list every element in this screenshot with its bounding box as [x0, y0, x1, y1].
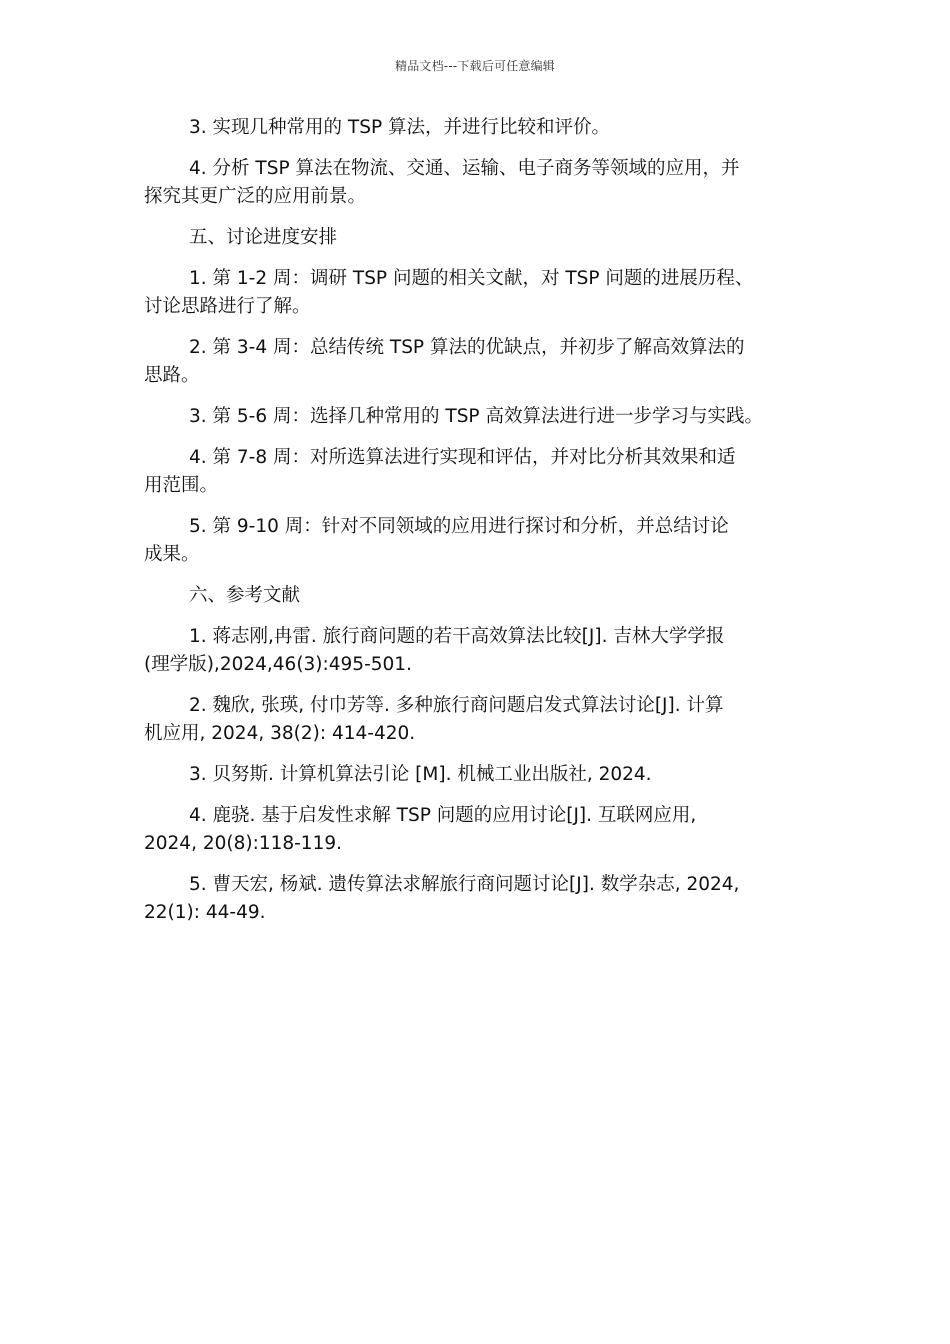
text-line: 2. 第 3-4 周：总结传统 TSP 算法的优缺点，并初步了解高效算法的 — [189, 337, 745, 358]
text-line: 5. 第 9-10 周：针对不同领域的应用进行探讨和分析，并总结讨论 — [189, 516, 729, 537]
schedule-item-3 — [144, 403, 816, 431]
reference-item-3 — [144, 761, 816, 789]
text-line: 1. 蒋志刚,冉雷. 旅行商问题的若干高效算法比较[J]. 吉林大学学报 — [189, 626, 725, 647]
text-line: 3. 实现几种常用的 TSP 算法，并进行比较和评价。 — [189, 117, 610, 138]
text-line: 2. 魏欣, 张瑛, 付巾芳等. 多种旅行商问题启发式算法讨论[J]. 计算 — [189, 695, 724, 716]
text-line: 用范围。 — [144, 475, 219, 496]
text-line: 3. 贝努斯. 计算机算法引论 [M]. 机械工业出版社, 2024. — [189, 764, 652, 785]
section-heading-schedule — [144, 224, 816, 252]
text-line: 五、讨论进度安排 — [189, 227, 338, 248]
text-line: 1. 第 1-2 周：调研 TSP 问题的相关文献，对 TSP 问题的进展历程、 — [189, 268, 754, 289]
text-line: 探究其更广泛的应用前景。 — [144, 186, 367, 207]
objective-item-3 — [144, 114, 816, 142]
text-line: 思路。 — [144, 365, 200, 386]
reference-item-1 — [144, 623, 816, 679]
section-heading-references — [144, 582, 816, 610]
reference-item-4 — [144, 802, 816, 858]
document-body — [144, 114, 816, 940]
schedule-item-5 — [144, 513, 816, 569]
schedule-item-2 — [144, 334, 816, 390]
objective-item-4 — [144, 155, 816, 211]
text-line: 成果。 — [144, 544, 200, 565]
text-line: 4. 分析 TSP 算法在物流、交通、运输、电子商务等领域的应用，并 — [189, 158, 740, 179]
text-line: 讨论思路进行了解。 — [144, 296, 311, 317]
page-header: 精品文档---下载后可任意编辑 — [395, 59, 555, 73]
text-line: 4. 鹿骁. 基于启发性求解 TSP 问题的应用讨论[J]. 互联网应用, — [189, 805, 697, 826]
text-line: 3. 第 5-6 周：选择几种常用的 TSP 高效算法进行进一步学习与实践。 — [189, 406, 763, 427]
text-line: 六、参考文献 — [189, 585, 301, 606]
text-line: 机应用, 2024, 38(2): 414-420. — [144, 723, 416, 744]
reference-item-5 — [144, 871, 816, 927]
text-line: 5. 曹天宏, 杨斌. 遗传算法求解旅行商问题讨论[J]. 数学杂志, 2024, — [189, 874, 740, 895]
text-line: 22(1): 44-49. — [144, 902, 266, 923]
schedule-item-1 — [144, 265, 816, 321]
text-line: 4. 第 7-8 周：对所选算法进行实现和评估，并对比分析其效果和适 — [189, 447, 736, 468]
text-line: (理学版),2024,46(3):495-501. — [144, 654, 412, 675]
reference-item-2 — [144, 692, 816, 748]
text-line: 2024, 20(8):118-119. — [144, 833, 342, 854]
schedule-item-4 — [144, 444, 816, 500]
